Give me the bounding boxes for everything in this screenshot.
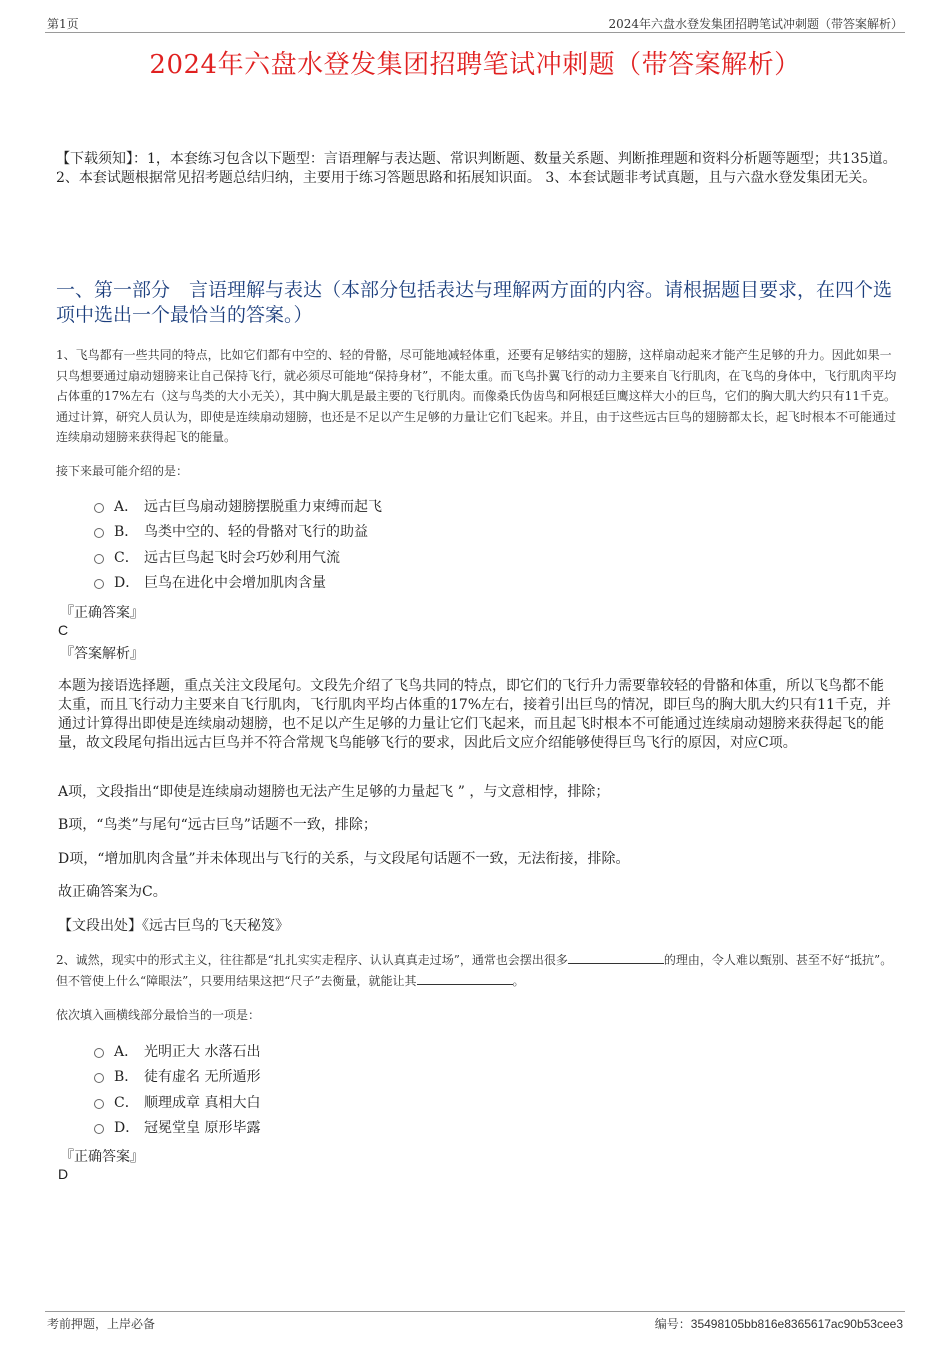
q1-options [94, 493, 382, 595]
q1-analysis-conclusion: 故正确答案为C。 [58, 884, 167, 900]
q1-analysis-d: D项，“增加肌肉含量”并未体现出与飞行的关系，与文段尾句话题不一致，无法衔接，排除。 [58, 851, 630, 867]
q1-analysis-main: 本题为接语选择题，重点关注文段尾句。文段先介绍了飞鸟共同的特点，即它们的飞行升力需要靠较轻的骨骼和体重，所以飞鸟都不能太重，而且飞行动力主要来自飞行肌肉，飞行肌肉平均占体重的17%左右，接着引出巨鸟的情况，即巨鸟的胸大肌大约只有11千克，并通过计算得出即使是连续扇动翅膀，也不足以产生足够的力量让它们飞起来，而且起飞时根本不可能通过连续扇动翅膀来获得起飞的能量，故文段尾句指出远古巨鸟并不符合常规飞鸟能够飞行的要求，因此后文应介绍能够使得巨鸟飞行的原因，对应C项。 [58, 678, 891, 751]
q1-option-a[interactable] [94, 493, 382, 519]
footer-serial [655, 1315, 903, 1332]
radio-icon[interactable] [94, 528, 104, 538]
q2-option-a[interactable] [94, 1038, 260, 1064]
radio-icon[interactable] [94, 579, 104, 589]
option-text: 徒有虚名 无所遁形 [144, 1069, 261, 1086]
option-text: 顺理成章 真相大白 [144, 1094, 261, 1111]
q2-passage [56, 950, 901, 991]
q2-answer: D [58, 1166, 69, 1182]
answer-blank [417, 972, 513, 985]
option-text: 巨鸟在进化中会增加肌肉含量 [144, 575, 326, 592]
option-text: 冠冕堂皇 原形毕露 [144, 1120, 261, 1137]
q2-option-b[interactable] [94, 1064, 260, 1090]
q1-option-d[interactable] [94, 570, 382, 596]
q2-passage-end: 。 [512, 973, 525, 988]
option-key: B． [114, 524, 139, 541]
radio-icon[interactable] [94, 503, 104, 513]
page-footer [45, 1311, 905, 1332]
answer-blank [568, 951, 664, 964]
q1-passage: 1、飞鸟都有一些共同的特点，比如它们都有中空的、轻的骨骼，尽可能地减轻体重，还要有足够结实的翅膀，这样扇动起来才能产生足够的升力。因此如果一只鸟想要通过扇动翅膀来让自己保持飞行，就必须尽可能地“保持身材”，不能太重。而飞鸟扑翼飞行的动力主要来自飞行肌肉，在飞鸟的身体中，飞行肌肉平均占体重的17%左右（这与鸟类的大小无关），其中胸大肌是最主要的飞行肌肉。而像桑氏伪齿鸟和阿根廷巨鹰这样大小的巨鸟，它们的胸大肌大约只有11千克。通过计算，研究人员认为，即使是连续扇动翅膀，也还是不足以产生足够的力量让它们飞起来。并且，由于这些远古巨鸟的翅膀都太长，起飞时根本不可能通过连续扇动翅膀来获得起飞的能量。 [56, 348, 897, 444]
serial-number: 35498105bb816e8365617ac90b53cee3 [690, 1317, 903, 1331]
option-text: 鸟类中空的、轻的骨骼对飞行的助益 [144, 524, 368, 541]
q1-answer: C [58, 622, 69, 638]
radio-icon[interactable] [94, 1073, 104, 1083]
download-notice: 【下载须知】：1，本套练习包含以下题型：言语理解与表达题、常识判断题、数量关系题、判断推理题和资料分析题等题型；共135道。 2、本套试题根据常见招考题总结归纳，主要用于练习答题思路和拓展知识面。 3、本套试题非考试真题，且与六盘水登发集团无关。 [56, 151, 897, 186]
radio-icon[interactable] [94, 1124, 104, 1134]
q1-option-b[interactable] [94, 519, 382, 545]
header-doc-title: 2024年六盘水登发集团招聘笔试冲刺题（带答案解析） [608, 17, 903, 31]
q2-options [94, 1038, 260, 1140]
radio-icon[interactable] [94, 1048, 104, 1058]
q2-passage-part2: 的理由，令人难以甄别、甚至不好“抵抗”。但不管使上什么“障眼法”，只要用结果这把“尺子”去衡量，就能让其 [56, 953, 893, 988]
serial-label: 编号： [654, 1317, 691, 1331]
q2-option-d[interactable] [94, 1115, 260, 1141]
option-key: A． [114, 498, 139, 515]
footer-slogan: 考前押题，上岸必备 [47, 1317, 156, 1331]
q1-option-c[interactable] [94, 544, 382, 570]
option-key: B． [114, 1069, 139, 1086]
radio-icon[interactable] [94, 554, 104, 564]
option-text: 远古巨鸟扇动翅膀摆脱重力束缚而起飞 [144, 498, 382, 515]
option-key: D． [114, 575, 140, 592]
q1-prompt: 接下来最可能介绍的是： [56, 464, 189, 478]
option-key: D． [114, 1120, 140, 1137]
section-title: 一、第一部分 言语理解与表达（本部分包括表达与理解两方面的内容。请根据题目要求，在四个选项中选出一个最恰当的答案。） [56, 279, 893, 326]
q2-answer-label: 『正确答案』 [60, 1149, 144, 1165]
radio-icon[interactable] [94, 1099, 104, 1109]
option-text: 光明正大 水落石出 [144, 1043, 261, 1060]
q2-passage-part1: 2、诚然，现实中的形式主义，往往都是“扎扎实实走程序、认认真真走过场”，通常也会摆出很多 [56, 953, 568, 967]
q1-analysis-label: 『答案解析』 [60, 646, 144, 662]
page-number: 第1页 [47, 17, 79, 31]
q2-prompt: 依次填入画横线部分最恰当的一项是： [56, 1008, 261, 1022]
option-key: A． [114, 1043, 139, 1060]
q1-analysis-a: A项，文段指出“即使是连续扇动翅膀也无法产生足够的力量起飞 ” ，与文意相悖，排除； [58, 784, 610, 800]
q1-source: 【文段出处】《远古巨鸟的飞天秘笈》 [58, 918, 289, 934]
page-title: 2024年六盘水登发集团招聘笔试冲刺题（带答案解析） [149, 50, 801, 80]
option-key: C． [114, 1094, 139, 1111]
q1-analysis-b: B项，“鸟类”与尾句“远古巨鸟”话题不一致，排除； [58, 817, 377, 833]
q1-answer-label: 『正确答案』 [60, 605, 144, 621]
page-header [45, 14, 905, 33]
option-key: C． [114, 549, 139, 566]
q2-option-c[interactable] [94, 1089, 260, 1115]
option-text: 远古巨鸟起飞时会巧妙利用气流 [144, 549, 340, 566]
